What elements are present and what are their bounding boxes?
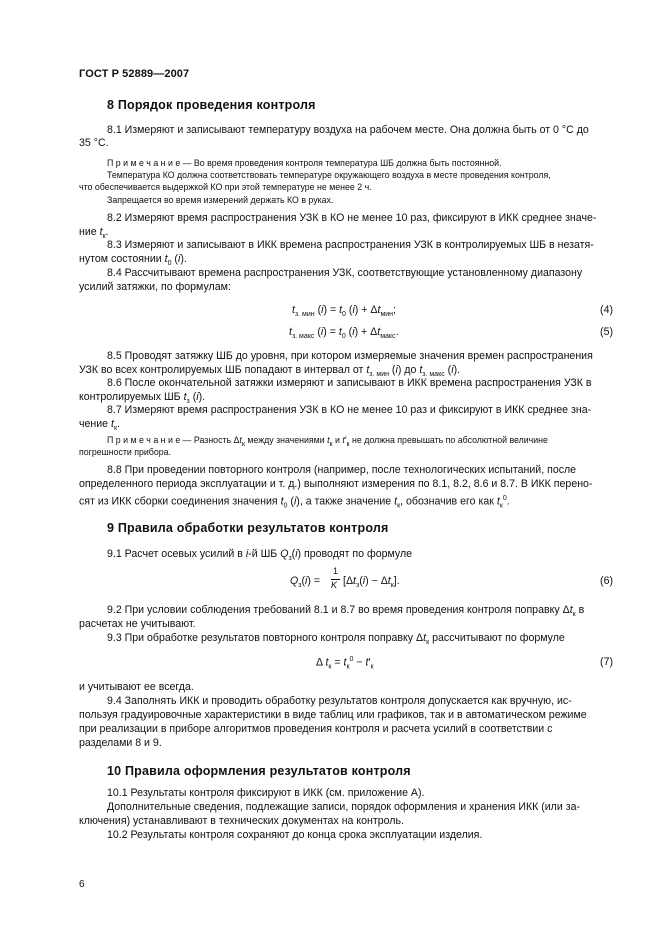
- para-9-3: 9.3 При обработке результатов повторного контроля поправку $\Delta t_к$ рассчитывают по формуле: [107, 632, 565, 647]
- para-10-1-line-2: Дополнительные сведения, подлежащие записи, порядок оформления и хранения ИКК (или за-: [107, 801, 580, 813]
- para-8-5: 8.5 Проводят затяжку ШБ до уровня, при котором измеряемые значения времен распространения: [107, 350, 593, 362]
- para-10-2: 10.2 Результаты контроля сохраняют до конца срока эксплуатации изделия.: [107, 829, 483, 841]
- note-text: — Во время проведения контроля температура ШБ должна быть постоянной.: [182, 158, 502, 168]
- text: ние: [79, 226, 97, 238]
- para-9-2: 9.2 При условии соблюдения требований 8.1 и 8.7 во время проведения контроля поправку $\Delta t_к$ в: [107, 604, 585, 619]
- equation-6-number: (6): [600, 575, 613, 587]
- para-8-8-line-2: определенного периода эксплуатации и т. д.) выполняют измерения по 8.1, 8.2, 8.6 и 8.7. В ИКК перено-: [79, 478, 593, 490]
- text: чение: [79, 418, 109, 430]
- note-2-line-2: погрешности прибора.: [79, 447, 171, 457]
- text: нутом состоянии: [79, 253, 162, 265]
- para-8-7: 8.7 Измеряют время распространения УЗК в КО не менее 10 раз и фиксируют в ИКК среднее зна-: [107, 404, 592, 416]
- para-8-5-cont: УЗК во всех контролируемых ШБ попадают в интервал от $t_{з. мин}$ (i) до $t_{з. макс}$ (i).: [79, 364, 461, 379]
- section-9-title: 9 Правила обработки результатов контроля: [107, 521, 389, 535]
- para-8-7-cont: чение $t_к$.: [79, 418, 120, 433]
- para-10-1: 10.1 Результаты контроля фиксируют в ИКК (см. приложение А).: [107, 787, 425, 799]
- page-number: 6: [79, 879, 85, 890]
- text-3: проводят по формуле: [304, 548, 413, 560]
- equation-7-number: (7): [600, 656, 613, 668]
- text-2: рассчитывают по формуле: [432, 632, 565, 644]
- para-10-1-line-3: ключения) устанавливают в технических документах на контроль.: [79, 815, 404, 827]
- para-8-2-cont: ние $t_к$.: [79, 226, 109, 241]
- para-9-1: 9.1 Расчет осевых усилий в i-й ШБ $Q_з(i)$ проводят по формуле: [107, 548, 413, 563]
- para-8-3-cont: нутом состоянии $t_0$ (i).: [79, 253, 187, 268]
- section-10-title: 10 Правила оформления результатов контроля: [107, 764, 411, 778]
- section-8-title: 8 Порядок проведения контроля: [107, 98, 316, 112]
- note-label: П р и м е ч а н и е: [107, 435, 181, 445]
- para-8-1: 8.1 Измеряют и записывают температуру воздуха на рабочем месте. Она должна быть от 0 °С до: [107, 124, 589, 136]
- note-label: П р и м е ч а н и е: [107, 158, 181, 168]
- note-text: — Разность: [182, 435, 232, 445]
- para-8-8-line-3: сят из ИКК сборки соединения значения $t_0$ (i), а также значение $t_к$, обозначив его как $t_к^0$.: [79, 495, 510, 510]
- text: сят из ИКК сборки соединения значения: [79, 495, 278, 508]
- para-8-4: 8.4 Рассчитывают времена распространения УЗК, соответствующие установленному диапазону: [107, 267, 583, 279]
- text: контролируемых ШБ: [79, 391, 181, 403]
- text: 9.2 При условии соблюдения требований 8.1 и 8.7 во время проведения контроля поправку: [107, 604, 560, 616]
- note-1: [107, 157, 501, 169]
- para-8-4-cont: усилий затяжки, по формулам:: [79, 281, 231, 293]
- text: 9.3 При обработке результатов повторного контроля поправку: [107, 632, 414, 644]
- para-8-8: 8.8 При проведении повторного контроля (например, после технологических испытаний, после: [107, 464, 577, 476]
- para-8-2: 8.2 Измеряют время распространения УЗК в КО не менее 10 раз, фиксируют в ИКК среднее значе-: [107, 212, 597, 224]
- note-1-line-2: Температура КО должна соответствовать температуре окружающего воздуха в месте проведения контроля,: [107, 170, 551, 180]
- para-9-4-line-3: при реализации в приборе алгоритмов проведения контроля и расчета усилий в соответствии с: [79, 723, 553, 735]
- note-2: П р и м е ч а н и е — Разность $\Delta t_к$ между значениями $t_к$ и $t'_к$ не должна превышать по абсолютной величине: [107, 435, 548, 448]
- note-text-3: не должна превышать по абсолютной величине: [352, 435, 548, 445]
- para-9-4-line-4: разделами 8 и 9.: [79, 737, 162, 749]
- note-1-line-4: Запрещается во время измерений держать КО в руках.: [107, 195, 334, 205]
- para-8-6-cont: контролируемых ШБ $t_з$ (i).: [79, 391, 206, 406]
- text-2: ШБ: [260, 548, 278, 560]
- para-9-4: 9.4 Заполнять ИКК и проводить обработку результатов контроля допускается как вручную, ис-: [107, 695, 572, 707]
- para-8-1-cont: 35 °С.: [79, 137, 109, 149]
- equation-5: $t_{з. макс}$ $(i) = t_0$ $(i) + \Delta t_{макс}$.: [289, 326, 399, 341]
- text: УЗК во всех контролируемых ШБ попадают в интервал от: [79, 364, 364, 376]
- equation-4-number: (4): [600, 304, 613, 316]
- equation-5-number: (5): [600, 326, 613, 338]
- para-8-3: 8.3 Измеряют и записывают в ИКК времена распространения УЗК в контролируемых ШБ в незатя-: [107, 239, 594, 251]
- equation-4: $t_{з. мин}$ $(i) = t_0$ $(i) + \Delta t_{мин}$;: [292, 304, 396, 319]
- para-9-2-cont: расчетах не учитывают.: [79, 618, 196, 630]
- note-text-2: между значениями: [247, 435, 325, 445]
- para-8-6: 8.6 После окончательной затяжки измеряют и записывают в ИКК времена распространения УЗК в: [107, 377, 592, 389]
- para-9-4-line-2: пользуя градуировочные характеристики в виде таблиц или графиков, так и в автоматическом режиме: [79, 709, 587, 721]
- para-9-3-cont: и учитывают ее всегда.: [79, 681, 194, 693]
- note-1-line-3: что обеспечивается выдержкой КО при этой температуре не менее 2 ч.: [79, 182, 372, 192]
- text: 9.1 Расчет осевых усилий в: [107, 548, 243, 560]
- document-code: ГОСТ Р 52889—2007: [79, 68, 190, 80]
- equation-7: Δ $t_к = t_к^0 - t'_к$: [316, 656, 374, 671]
